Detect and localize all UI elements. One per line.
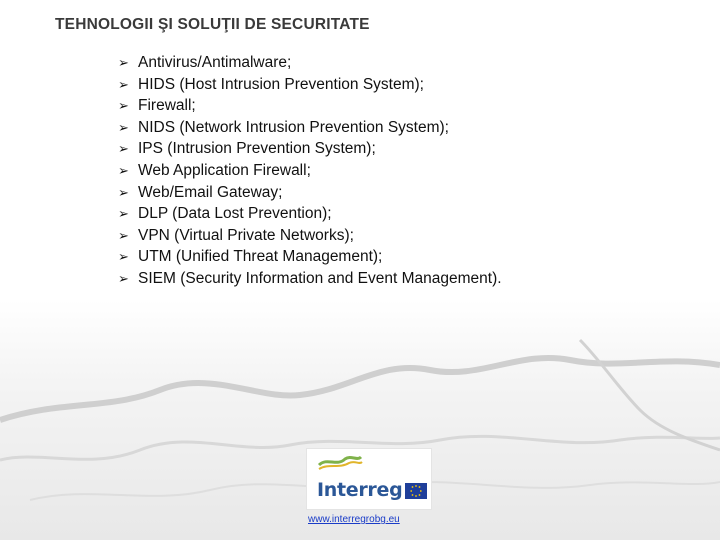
list-item-text: VPN (Virtual Private Networks); bbox=[138, 226, 354, 244]
list-item-text: Firewall; bbox=[138, 97, 196, 115]
arrow-bullet-icon: ➢ bbox=[118, 76, 129, 92]
list-item bbox=[118, 203, 502, 225]
arrow-bullet-icon: ➢ bbox=[118, 141, 129, 157]
arrow-bullet-icon: ➢ bbox=[118, 184, 129, 200]
list-item-text: Web Application Firewall; bbox=[138, 161, 311, 179]
security-technologies-list bbox=[118, 52, 502, 290]
website-link[interactable]: www.interregrobg.eu bbox=[308, 514, 400, 525]
list-item bbox=[118, 117, 502, 139]
list-item bbox=[118, 74, 502, 96]
list-item bbox=[118, 95, 502, 117]
list-item bbox=[118, 160, 502, 182]
list-item-text: DLP (Data Lost Prevention); bbox=[138, 205, 332, 223]
list-item bbox=[118, 138, 502, 160]
list-item-text: Antivirus/Antimalware; bbox=[138, 54, 292, 71]
list-item bbox=[118, 52, 502, 74]
list-item-text: HIDS (Host Intrusion Prevention System); bbox=[138, 75, 424, 93]
arrow-bullet-icon: ➢ bbox=[118, 270, 129, 286]
arrow-bullet-icon: ➢ bbox=[118, 98, 129, 114]
list-item-text: SIEM (Security Information and Event Management). bbox=[138, 269, 502, 287]
romania-bulgaria-badge-icon bbox=[317, 453, 363, 471]
eu-flag-icon bbox=[405, 483, 427, 499]
list-item bbox=[118, 182, 502, 204]
list-item bbox=[118, 225, 502, 247]
arrow-bullet-icon: ➢ bbox=[118, 249, 129, 265]
list-item-text: UTM (Unified Threat Management); bbox=[138, 248, 383, 266]
interreg-wordmark: Interreg bbox=[317, 479, 403, 501]
list-item bbox=[118, 268, 502, 290]
arrow-bullet-icon: ➢ bbox=[118, 55, 129, 70]
list-item-text: Web/Email Gateway; bbox=[138, 183, 283, 201]
list-item-text: IPS (Intrusion Prevention System); bbox=[138, 140, 376, 158]
arrow-bullet-icon: ➢ bbox=[118, 227, 129, 243]
list-item bbox=[118, 246, 502, 268]
slide-title: TEHNOLOGII ŞI SOLUŢII DE SECURITATE bbox=[55, 16, 370, 33]
arrow-bullet-icon: ➢ bbox=[118, 119, 129, 135]
arrow-bullet-icon: ➢ bbox=[118, 206, 129, 222]
arrow-bullet-icon: ➢ bbox=[118, 162, 129, 178]
interreg-logo bbox=[306, 448, 432, 510]
list-item-text: NIDS (Network Intrusion Prevention System); bbox=[138, 118, 449, 136]
